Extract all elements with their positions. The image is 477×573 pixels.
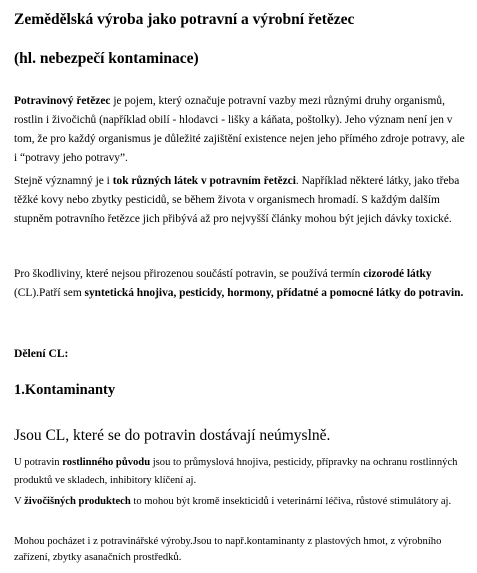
paragraph-text: (CL).Patří sem — [14, 287, 85, 299]
term-list: syntetická hnojiva, pesticidy, hormony, přídatné a pomocné látky do potravin. — [84, 287, 464, 299]
paragraph-tok-latek — [14, 172, 466, 229]
paragraph-cizorode-latky — [14, 265, 466, 303]
page-title: Zemědělská výroba jako potravní a výrobní řetězec — [14, 11, 355, 28]
heading-deleni-cl: Dělení CL: — [14, 347, 69, 360]
paragraph-rostlinny-puvod — [14, 454, 466, 490]
paragraph-text: . Například některé látky, jako třeba těžké kovy nebo zbytky pesticidů, se během života v organismech hromadí. S každým dalším stupněm potravního řetězce jich přibývá až pro nejvyšší články mohou být jejich dávky toxické. — [14, 175, 460, 225]
paragraph-text: jsou to průmyslová hnojiva, pesticidy, přípravky na ochranu rostlinných produktů ve skladech, inhibitory klíčení aj. — [14, 457, 458, 486]
paragraph-potravinarska-vyroba: Mohou pocházet i z potravinářské výroby.Jsou to např.kontaminanty z plastových hmot, z výrobního zařízení, zbytky asanačních prostředků. — [14, 536, 442, 563]
term-cizorode-latky: cizorodé látky — [363, 268, 432, 280]
paragraph-text: Stejně významný je i — [14, 175, 113, 187]
kontaminanty-definition: Jsou CL, které se do potravin dostávají neúmyslně. — [14, 427, 331, 444]
paragraph-potravinovy-retezec — [14, 92, 466, 168]
paragraph-text: V — [14, 496, 25, 507]
page-subtitle: (hl. nebezpečí kontaminace) — [14, 50, 199, 67]
paragraph-text: Pro škodliviny, které nejsou přirozenou součástí potravin, se používá termín — [14, 268, 364, 280]
paragraph-text: to mohou být kromě insekticidů i veterinární léčiva, růstové stimulátory aj. — [130, 496, 452, 507]
term-tok-latek: tok různých látek v potravním řetězci — [112, 175, 296, 187]
heading-kontaminanty: 1.Kontaminanty — [14, 382, 116, 398]
term-potravinovy-retezec: Potravinový řetězec — [14, 95, 111, 107]
paragraph-zivocisne-produkty — [14, 493, 466, 511]
paragraph-text: U potravin — [14, 457, 63, 468]
term-rostlinny-puvod: rostlinného původu — [62, 457, 151, 468]
paragraph-text: je pojem, který označuje potravní vazby mezi různými druhy organismů, rostlin i živočichů (například obilí - hlodavci - lišky a káňata, poštolky). Jeho význam není jen v tom, že pro každý organismus je důležité zajištění existence nejen jeho přímého zdroje potravy, ale i “potravy jeho potravy”. — [14, 95, 465, 164]
term-zivocisne-produkty: živočišných produktech — [24, 496, 131, 507]
